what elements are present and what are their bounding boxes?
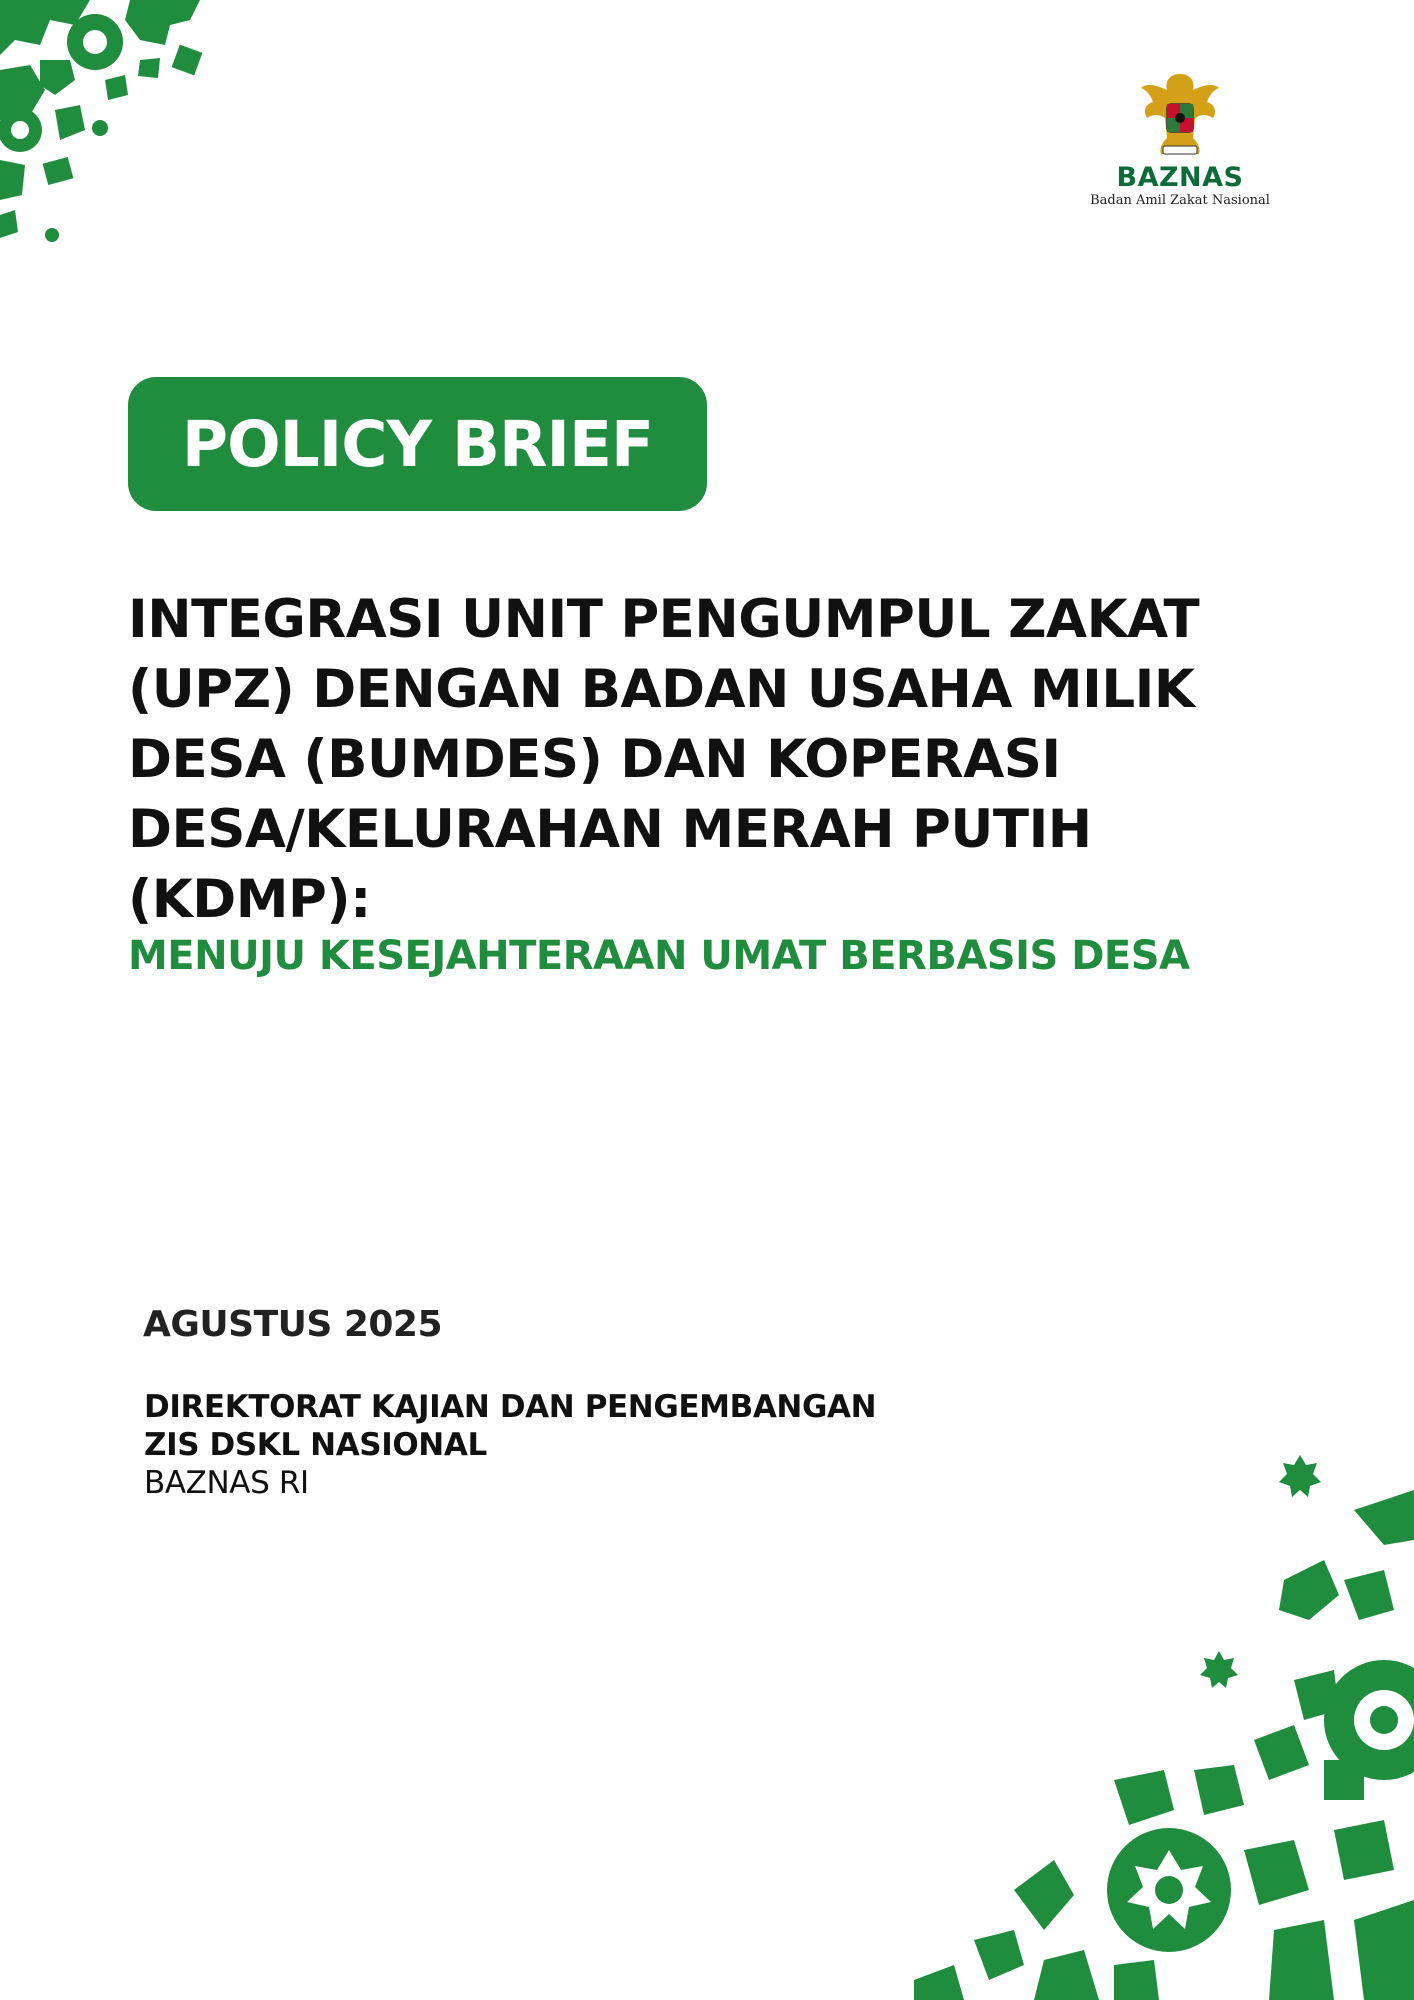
document-title bbox=[128, 585, 1278, 935]
logo-name: BAZNAS bbox=[1116, 162, 1244, 193]
garuda-emblem-icon bbox=[1137, 68, 1223, 160]
publisher-line: BAZNAS RI bbox=[144, 1465, 309, 1501]
title-line: (UPZ) DENGAN BADAN USAHA MILIK bbox=[128, 659, 1195, 720]
title-line: (KDMP): bbox=[128, 869, 371, 930]
document-subtitle: MENUJU KESEJAHTERAAN UMAT BERBASIS DESA bbox=[128, 933, 1190, 979]
islamic-ornament-icon bbox=[0, 0, 240, 250]
logo-tagline: Badan Amil Zakat Nasional bbox=[1090, 193, 1270, 208]
title-line: DESA/KELURAHAN MERAH PUTIH bbox=[128, 799, 1092, 860]
title-line: DESA (BUMDES) DAN KOPERASI bbox=[128, 729, 1061, 790]
policy-brief-badge bbox=[128, 377, 707, 511]
islamic-ornament-icon bbox=[914, 1420, 1414, 2000]
publication-date: AGUSTUS 2025 bbox=[143, 1304, 443, 1345]
publisher-line: ZIS DSKL NASIONAL bbox=[144, 1427, 487, 1463]
baznas-logo bbox=[1070, 68, 1290, 207]
publisher-block bbox=[144, 1388, 876, 1502]
badge-label: POLICY BRIEF bbox=[181, 407, 654, 481]
publisher-line: DIREKTORAT KAJIAN DAN PENGEMBANGAN bbox=[144, 1389, 877, 1425]
title-line: INTEGRASI UNIT PENGUMPUL ZAKAT bbox=[128, 589, 1200, 650]
